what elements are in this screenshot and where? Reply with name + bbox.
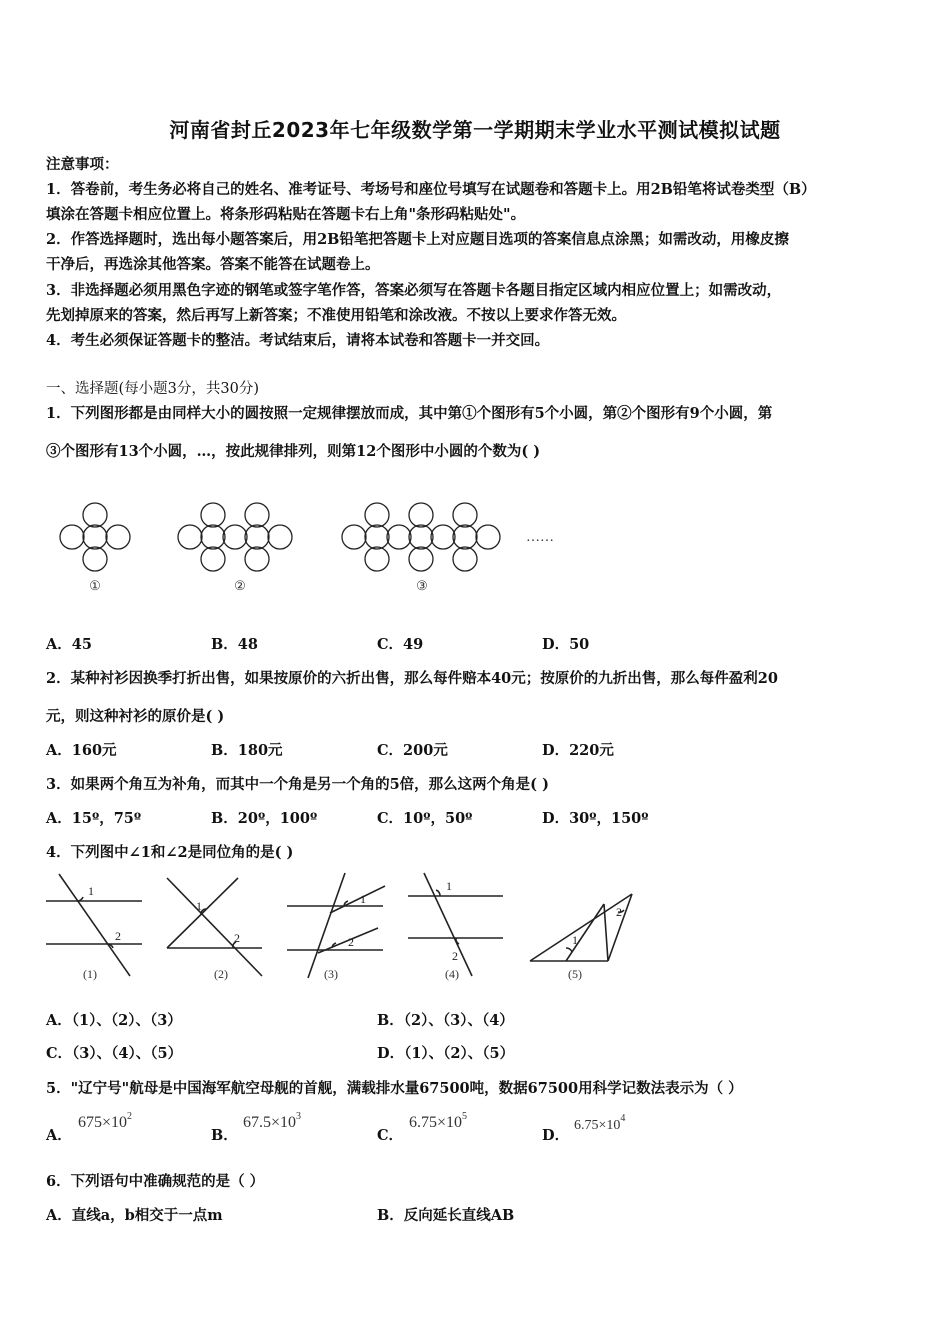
page-title: 河南省封丘2023年七年级数学第一学期期末学业水平测试模拟试题 xyxy=(169,118,781,142)
option-label: D． xyxy=(542,742,570,759)
option-label: A． xyxy=(46,1207,72,1224)
q2-text: 2．某种衬衫因换季打折出售，如果按原价的六折出售，那么每件赔本40元；按原价的九折出售，那么每件盈利20 xyxy=(46,670,778,687)
option-value: 220元 xyxy=(569,742,614,759)
angle-label: 2 xyxy=(616,905,622,919)
q4-text: 4．下列图中∠1和∠2是同位角的是( ) xyxy=(46,844,294,861)
q6-text: 6．下列语句中准确规范的是（ ） xyxy=(46,1173,265,1190)
option-value: 48 xyxy=(237,636,258,653)
option-label: B． xyxy=(377,1012,404,1029)
option-value: 10º，50º xyxy=(403,810,473,827)
q1-text: ③个图形有13个小圆，…，按此规律排列，则第12个图形中小圆的个数为( ) xyxy=(46,443,541,460)
q1-circles-figure xyxy=(0,490,950,610)
option-value: （3）、（4）、（5） xyxy=(72,1045,183,1062)
angle-label: 2 xyxy=(452,949,458,963)
option-label: A． xyxy=(46,742,72,759)
option-label: B． xyxy=(377,1207,404,1224)
option-label: C． xyxy=(377,636,404,653)
option-value: 180元 xyxy=(237,742,283,759)
angle-label: 1 xyxy=(196,899,202,913)
option-label: B． xyxy=(211,636,238,653)
angle-label: 1 xyxy=(360,892,366,906)
notice-line: 1．答卷前，考生务必将自己的姓名、准考证号、考场号和座位号填写在试题卷和答题卡上。用2B铅笔将试卷类型（B） xyxy=(46,181,816,198)
option-value: $675\times 10^2$ xyxy=(78,1111,133,1131)
notice-line: 先划掉原来的答案，然后再写上新答案；不准使用铅笔和涂改液。不按以上要求作答无效。 xyxy=(46,307,626,324)
option-value: 反向延长直线AB xyxy=(403,1207,515,1224)
notice-line: 3．非选择题必须用黑色字迹的钢笔或签字笔作答，答案必须写在答题卡各题目指定区域内相应位置上；如需改动， xyxy=(46,282,782,299)
option-value: 49 xyxy=(403,636,424,653)
option-value: $6.75\times 10^5$ xyxy=(409,1111,468,1131)
angle-label: 2 xyxy=(115,929,121,943)
fig-label: (2) xyxy=(214,967,228,981)
option-label: D． xyxy=(542,1127,570,1144)
option-value: 160元 xyxy=(71,742,117,759)
option-label: B． xyxy=(211,742,238,759)
option-label: D． xyxy=(377,1045,405,1062)
option-label: A． xyxy=(46,636,72,653)
q5-text: 5．"辽宁号"航母是中国海军航空母舰的首舰，满载排水量67500吨，数据67500用科学记数法表示为（ ） xyxy=(46,1080,743,1097)
notice-line: 2．作答选择题时，选出每小题答案后，用2B铅笔把答题卡上对应题目选项的答案信息点涂黑；如需改动，用橡皮擦 xyxy=(46,231,789,248)
option-value: 直线a，b相交于一点m xyxy=(71,1207,223,1224)
q3-text: 3．如果两个角互为补角，而其中一个角是另一个角的5倍，那么这两个角是( ) xyxy=(46,776,549,793)
fig-label: (4) xyxy=(445,967,459,981)
option-label: B． xyxy=(211,810,238,827)
fig-label: ② xyxy=(234,578,246,593)
option-value: 50 xyxy=(569,636,590,653)
angle-label: 1 xyxy=(446,879,452,893)
option-label: A． xyxy=(46,810,72,827)
option-value: （2）、（3）、（4） xyxy=(403,1012,514,1029)
notice-line: 4．考生必须保证答题卡的整洁。考试结束后，请将本试卷和答题卡一并交回。 xyxy=(46,332,550,349)
option-value: 45 xyxy=(71,636,92,653)
option-label: C． xyxy=(377,810,404,827)
notice-heading: 注意事项： xyxy=(46,156,119,173)
section-heading: 一、选择题(每小题3分，共30分) xyxy=(46,381,259,397)
angle-label: 2 xyxy=(348,935,354,949)
fig-label: (5) xyxy=(568,967,582,981)
option-label: C． xyxy=(46,1045,73,1062)
fig-label: (1) xyxy=(83,967,97,981)
fig-label: ① xyxy=(89,578,101,593)
option-label: D． xyxy=(542,636,570,653)
option-value: $67.5\times 10^3$ xyxy=(243,1111,302,1131)
fig-label: ③ xyxy=(416,578,428,593)
option-value: 30º，150º xyxy=(569,810,649,827)
notice-line: 填涂在答题卡相应位置上。将条形码粘贴在答题卡右上角"条形码粘贴处"。 xyxy=(46,206,526,223)
option-label: D． xyxy=(542,810,570,827)
option-label: C． xyxy=(377,1127,404,1144)
option-value: （1）、（2）、（3） xyxy=(71,1012,182,1029)
option-label: B． xyxy=(211,1127,238,1144)
q4-angles-figure xyxy=(0,868,950,988)
ellipsis: …… xyxy=(526,530,554,545)
option-value: 15º，75º xyxy=(71,810,142,827)
option-label: A． xyxy=(46,1127,72,1144)
option-value: （1）、（2）、（5） xyxy=(404,1045,515,1062)
option-label: C． xyxy=(377,742,404,759)
q1-text: 1．下列图形都是由同样大小的圆按照一定规律摆放而成，其中第①个图形有5个小圆，第②个图形有9个小圆，第 xyxy=(46,405,773,422)
q2-text: 元，则这种衬衫的原价是( ) xyxy=(46,708,225,725)
angle-label: 1 xyxy=(572,933,578,947)
option-value: 200元 xyxy=(403,742,448,759)
option-label: A． xyxy=(46,1012,72,1029)
fig-label: (3) xyxy=(324,967,338,981)
angle-label: 2 xyxy=(234,931,240,945)
notice-line: 干净后，再选涂其他答案。答案不能答在试题卷上。 xyxy=(46,256,380,273)
angle-label: 1 xyxy=(88,884,94,898)
option-value: $6.75\times 10^4$ xyxy=(574,1113,626,1133)
option-value: 20º，100º xyxy=(237,810,318,827)
